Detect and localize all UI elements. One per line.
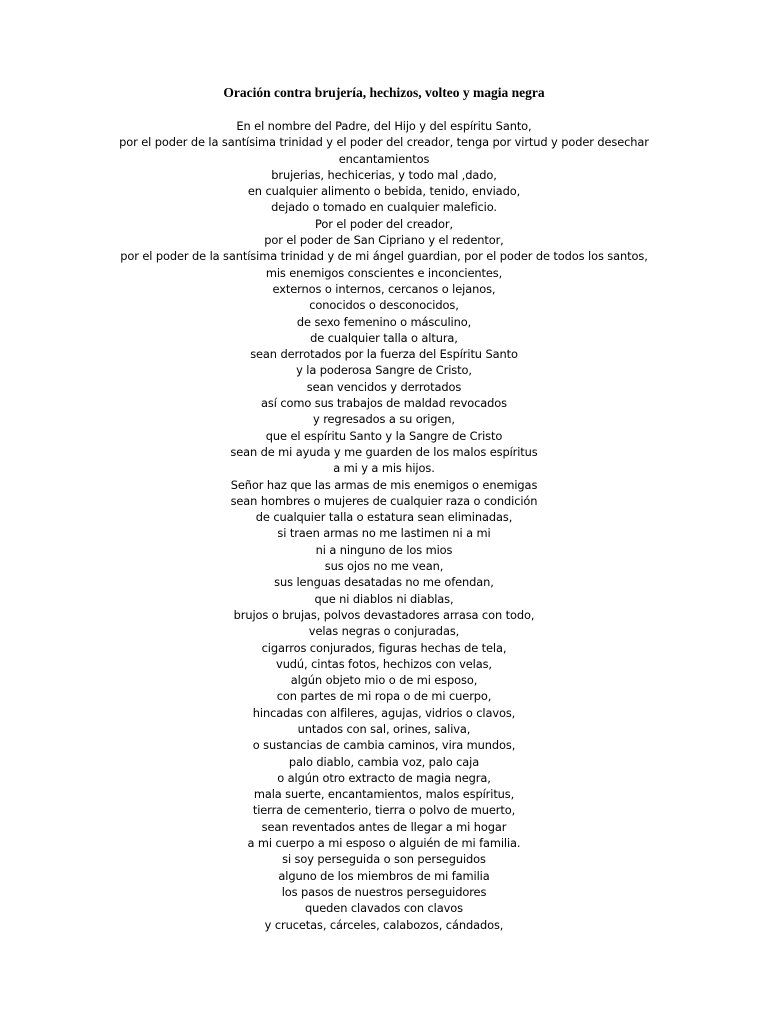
text-line: y crucetas, cárceles, calabozos, cándados, <box>264 917 504 932</box>
text-line: o sustancias de cambia caminos, vira mundos, <box>252 738 516 753</box>
text-line: Por el poder del creador, <box>315 216 453 231</box>
text-line: dejado o tomado en cualquier maleficio. <box>271 200 497 215</box>
text-line: sean reventados antes de llegar a mi hogar <box>261 819 507 834</box>
text-line: por el poder de la santísima trinidad y el poder del creador, tenga por virtud y poder desechar <box>119 135 649 150</box>
text-line: Señor haz que las armas de mis enemigos o enemigas <box>230 477 538 492</box>
text-line: queden clavados con clavos <box>305 901 463 916</box>
text-line: palo diablo, cambia voz, palo caja <box>288 754 480 769</box>
text-line: o algún otro extracto de magia negra, <box>277 770 491 785</box>
text-line: de sexo femenino o másculino, <box>296 314 472 329</box>
text-line: y regresados a su origen, <box>313 412 455 427</box>
text-line: así como sus trabajos de maldad revocados <box>261 396 507 411</box>
text-line: alguno de los miembros de mi familia <box>278 868 490 883</box>
text-line: externos o internos, cercanos o lejanos, <box>272 281 496 296</box>
text-line: hincadas con alfileres, agujas, vidrios o clavos, <box>252 705 516 720</box>
text-line: sean de mi ayuda y me guarden de los malos espíritus <box>230 444 538 459</box>
text-line: sus ojos no me vean, <box>324 559 444 574</box>
text-line: a mi y a mis hijos. <box>333 461 435 476</box>
text-line: sus lenguas desatadas no me ofendan, <box>274 575 494 590</box>
text-line: sean derrotados por la fuerza del Espíritu Santo <box>250 347 518 362</box>
text-line: sean vencidos y derrotados <box>306 379 462 394</box>
text-line: mis enemigos conscientes e inconcientes, <box>265 265 503 280</box>
text-line: mala suerte, encantamientos, malos espíritus, <box>253 787 515 802</box>
text-line: y la poderosa Sangre de Cristo, <box>296 363 472 378</box>
document-title: Oración contra brujería, hechizos, volteo y magia negra <box>223 85 545 100</box>
text-line: que ni diablos ni diablas, <box>314 591 454 606</box>
text-line: tierra de cementerio, tierra o polvo de muerto, <box>252 803 516 818</box>
text-line: por el poder de San Cipriano y el redentor, <box>264 233 504 248</box>
text-line: de cualquier talla o estatura sean eliminadas, <box>255 510 513 525</box>
text-line: ni a ninguno de los mios <box>315 542 453 557</box>
text-line: brujos o brujas, polvos devastadores arrasa con todo, <box>233 607 535 622</box>
text-line: vudú, cintas fotos, hechizos con velas, <box>276 656 492 671</box>
text-line: encantamientos <box>338 151 430 166</box>
text-line: algún objeto mio o de mi esposo, <box>290 673 478 688</box>
text-line: en cualquier alimento o bebida, tenido, enviado, <box>247 184 521 199</box>
text-line: En el nombre del Padre, del Hijo y del espíritu Santo, <box>236 119 532 133</box>
text-line: velas negras o conjuradas, <box>308 624 460 639</box>
text-line: si traen armas no me lastimen ni a mi <box>277 526 491 541</box>
text-line: con partes de mi ropa o de mi cuerpo, <box>276 689 492 704</box>
text-line: sean hombres o mujeres de cualquier raza o condición <box>230 493 538 508</box>
text-line: los pasos de nuestros perseguidores <box>281 884 487 899</box>
text-line: de cualquier talla o altura, <box>310 330 458 345</box>
text-line: conocidos o desconocidos, <box>309 298 459 313</box>
text-line: que el espíritu Santo y la Sangre de Cristo <box>265 428 503 443</box>
text-line: untados con sal, orines, saliva, <box>297 721 471 736</box>
text-line: si soy perseguida o son perseguidos <box>282 852 486 867</box>
prayer-text <box>0 118 768 933</box>
text-line: cigarros conjurados, figuras hechas de tela, <box>261 640 507 655</box>
text-line: brujerias, hechicerias, y todo mal ,dado, <box>271 167 497 182</box>
text-line: por el poder de la santísima trinidad y de mi ángel guardian, por el poder de todos los santos, <box>120 249 648 264</box>
text-line: a mi cuerpo a mi esposo o alguién de mi familia. <box>247 836 521 851</box>
